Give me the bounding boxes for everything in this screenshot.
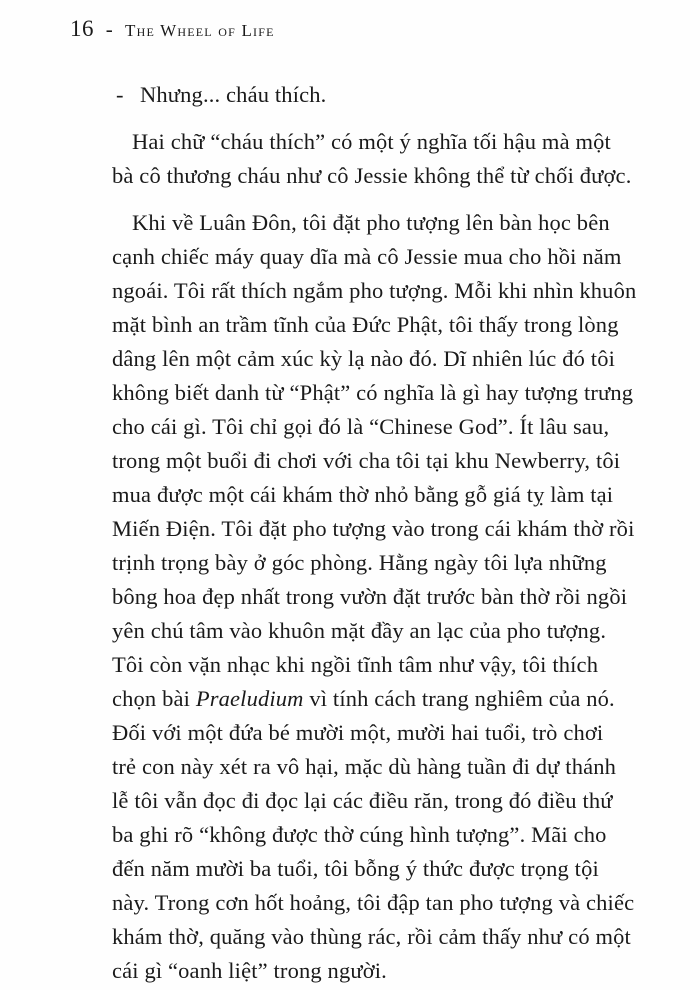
music-title: Praeludium — [195, 686, 304, 711]
paragraph-line: lễ tôi vẫn đọc đi đọc lại các điều răn, trong đó điều thứ — [112, 788, 613, 813]
dialogue-dash: - — [116, 82, 124, 107]
paragraph-line — [112, 682, 652, 716]
dialogue-text: Nhưng... cháu thích. — [140, 82, 327, 107]
page-number: 16 — [70, 16, 94, 41]
book-title: The Wheel of Life — [125, 21, 275, 40]
paragraph-line: Hai chữ “cháu thích” có một ý nghĩa tối hậu mà một — [132, 129, 611, 154]
paragraph-line: đến năm mười ba tuổi, tôi bỗng ý thức được trọng tội — [112, 856, 599, 881]
header-separator: - — [105, 17, 114, 41]
paragraph-line: cái gì “oanh liệt” trong người. — [112, 958, 387, 983]
paragraph-line: Khi về Luân Đôn, tôi đặt pho tượng lên bàn học bên — [132, 210, 610, 235]
paragraph-line: không biết danh từ “Phật” có nghĩa là gì hay tượng trưng — [112, 380, 634, 405]
dialogue-line — [112, 78, 652, 112]
paragraph-line: trong một buổi đi chơi với cha tôi tại khu Newberry, tôi — [112, 448, 621, 473]
paragraph-line: mua được một cái khám thờ nhỏ bằng gỗ giá tỵ làm tại — [112, 482, 614, 507]
body-text — [112, 78, 652, 988]
paragraph-line: Tôi còn vặn nhạc khi ngồi tĩnh tâm như vậy, tôi thích — [112, 652, 599, 677]
paragraph-line: trẻ con này xét ra vô hại, mặc dù hàng tuần đi dự thánh — [112, 754, 617, 779]
paragraph-line: bà cô thương cháu như cô Jessie không thể từ chối được. — [112, 163, 632, 188]
paragraph-line: Miến Điện. Tôi đặt pho tượng vào trong cái khám thờ rồi — [112, 516, 635, 541]
paragraph-line: trịnh trọng bày ở góc phòng. Hằng ngày tôi lựa những — [112, 550, 607, 575]
paragraph-line: bông hoa đẹp nhất trong vườn đặt trước bàn thờ rồi ngồi — [112, 584, 628, 609]
paragraph-line: ba ghi rõ “không được thờ cúng hình tượng”. Mãi cho — [112, 822, 607, 847]
paragraph-line: dâng lên một cảm xúc kỳ lạ nào đó. Dĩ nhiên lúc đó tôi — [112, 346, 615, 371]
paragraph-line: yên chú tâm vào khuôn mặt đầy an lạc của pho tượng. — [112, 618, 607, 643]
paragraph-line: cho cái gì. Tôi chỉ gọi đó là “Chinese God”. Ít lâu sau, — [112, 414, 610, 439]
running-head — [70, 16, 275, 42]
paragraph-line: ngoái. Tôi rất thích ngắm pho tượng. Mỗi khi nhìn khuôn — [112, 278, 637, 303]
line-text: chọn bài — [112, 686, 196, 711]
paragraph-line: Đối với một đứa bé mười một, mười hai tuổi, trò chơi — [112, 720, 604, 745]
line-text: vì tính cách trang nghiêm của nó. — [303, 686, 615, 711]
paragraph-line: khám thờ, quăng vào thùng rác, rồi cảm thấy như có một — [112, 924, 631, 949]
paragraph-line: mặt bình an trầm tĩnh của Đức Phật, tôi thấy trong lòng — [112, 312, 619, 337]
paragraph-line: này. Trong cơn hốt hoảng, tôi đập tan pho tượng và chiếc — [112, 890, 635, 915]
paragraph-line: cạnh chiếc máy quay dĩa mà cô Jessie mua cho hồi năm — [112, 244, 622, 269]
